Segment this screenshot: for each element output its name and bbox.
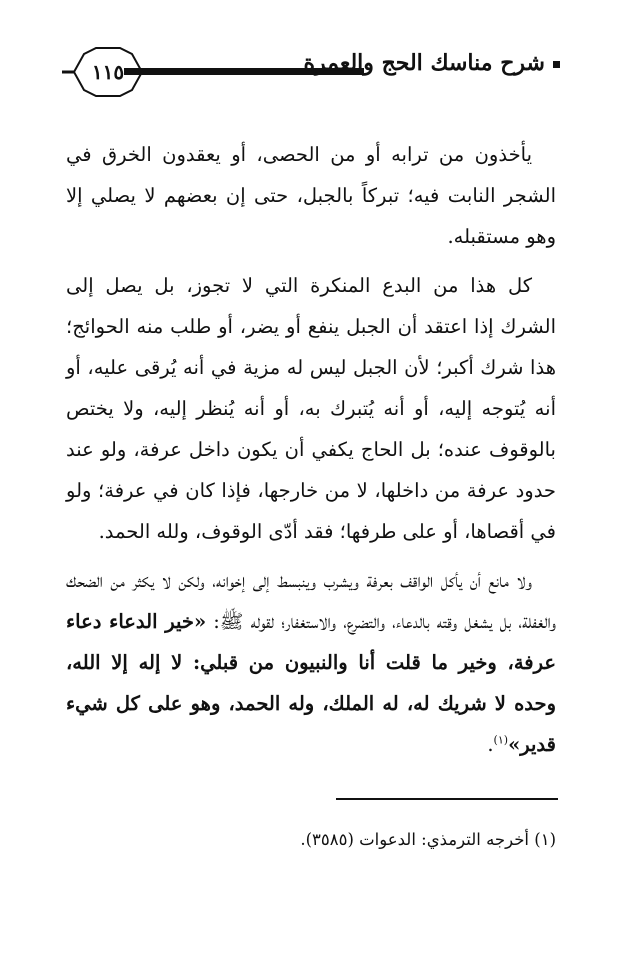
footnote-separator — [336, 798, 558, 800]
running-title-text: شرح مناسك الحج والعمرة — [303, 50, 545, 76]
paragraph-3 — [66, 560, 556, 765]
bullet-icon — [553, 61, 560, 68]
paragraph-text: ولا مانع أن يأكل الواقف بعرفة ويشرب وينبسط إلى إخوانه، ولكن لا يكثر من الضحك والغفلة، بل يشغل وقته بالدعاء، والتضرع، والاستغفار؛ لقوله ﷺ: — [66, 569, 557, 633]
paragraph-1 — [66, 134, 556, 257]
page-number: ١١٥ — [91, 60, 125, 84]
paragraph-text: كل هذا من البدع المنكرة التي لا تجوز، بل يصل إلى الشرك إذا اعتقد أن الجبل ينفع أو يضر، أو طلب منه الحوائج؛ هذا شرك أكبر؛ لأن الجبل ليس له مزية في أنه يُرقى عليه، أو أنه يُتوجه إليه، أو أنه يُتبرك به، أو أنه يُنظر إليه، ولا يختص بالوقوف عنده؛ بل الحاج يكفي أن يكون داخل عرفة، ولو عند حدود عرفة من داخلها، لا من خارجها، فإذا كان في عرفة؛ ولو في أقصاها، أو على طرفها؛ فقد أدّى الوقوف، ولله الحمد. — [66, 274, 556, 543]
running-title — [303, 50, 560, 76]
footnote-ref: (١) — [493, 733, 509, 747]
page-header — [60, 44, 560, 100]
footnote: (١) أخرجه الترمذي: الدعوات (٣٥٨٥). — [300, 830, 556, 849]
paragraph-text: يأخذون من ترابه أو من الحصى، أو يعقدون الخرق في الشجر النابت فيه؛ تبركاً بالجبل، حتى إن بعضهم لا يصلي إلا وهو مستقبله. — [66, 143, 556, 248]
paragraph-end: . — [487, 733, 494, 756]
body-text — [66, 134, 556, 773]
hadith-quote: «خير الدعاء دعاء عرفة، وخير ما قلت أنا والنبيون من قبلي: لا إله إلا الله، وحده لا شريك له، له الملك، وله الحمد، وهو على كل شيء قدير» — [66, 610, 556, 756]
paragraph-2 — [66, 265, 556, 552]
